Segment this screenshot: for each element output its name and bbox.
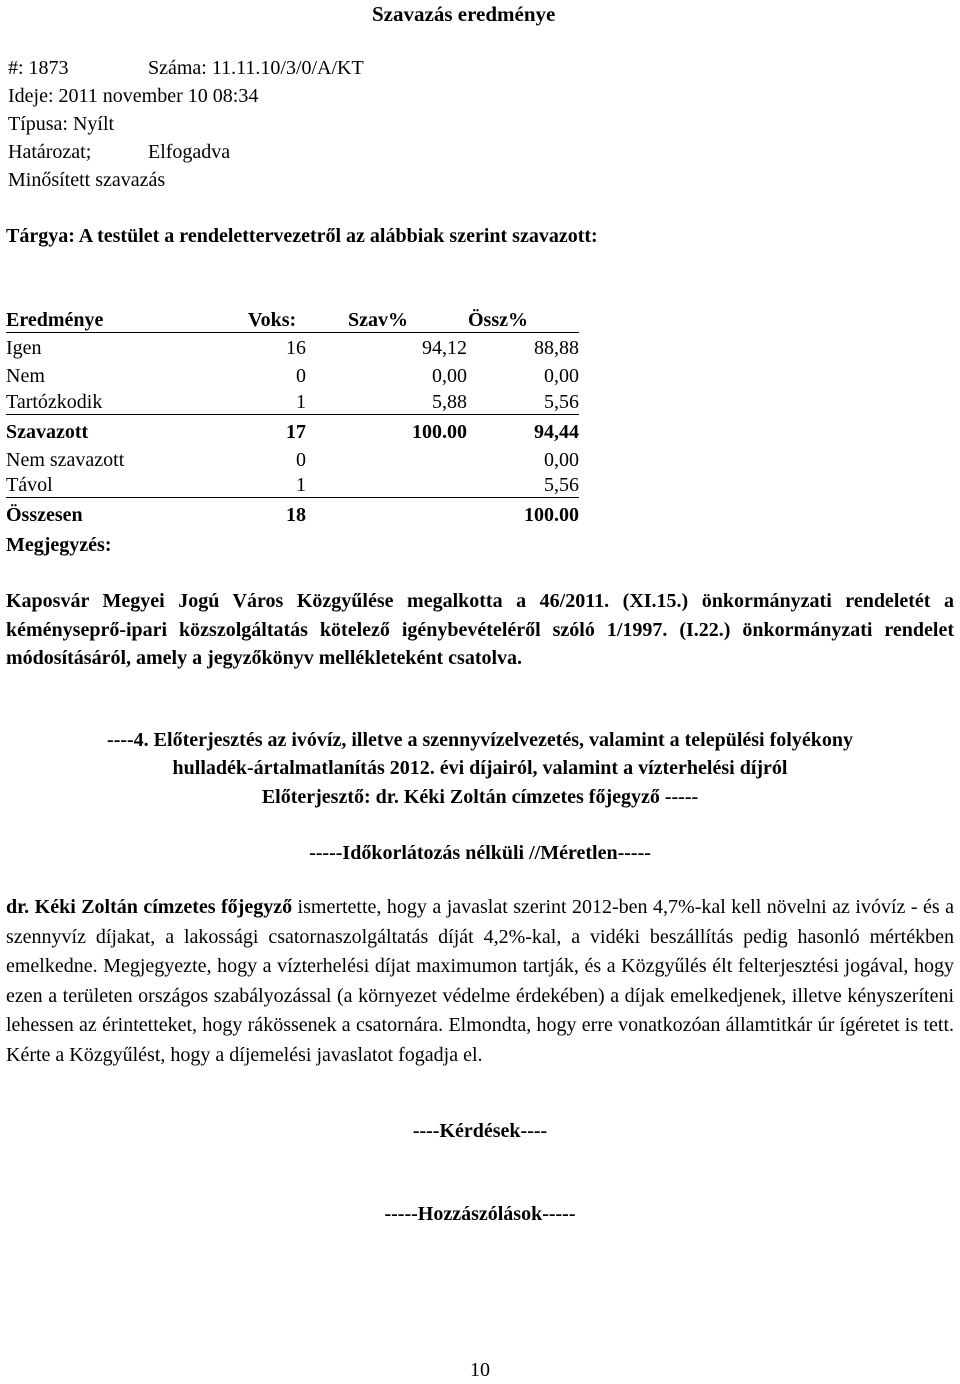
col-header-result: Eredménye (6, 309, 104, 331)
qualified-vote: Minősített szavazás (8, 169, 166, 191)
row-votes: 1 (296, 474, 306, 496)
row-label: Nem (6, 365, 45, 387)
row-label: Távol (6, 474, 53, 496)
time-limit-line: -----Időkorlátozás nélküli //Méretlen----- (309, 842, 651, 864)
decision-value: Elfogadva (148, 141, 231, 163)
row-vote-percent: 5,88 (432, 391, 467, 413)
presenter-line: Előterjesztő: dr. Kéki Zoltán címzetes főjegyző ----- (261, 786, 699, 808)
col-header-total-percent: Össz% (468, 309, 528, 331)
row-votes: 0 (296, 449, 306, 471)
table-row (6, 450, 579, 472)
row-votes: 0 (296, 365, 306, 387)
row-vote-percent: 94,12 (422, 337, 467, 359)
table-row (6, 366, 579, 388)
results-header-row (6, 310, 579, 333)
page-number: 10 (470, 1359, 490, 1381)
speech-paragraph (6, 893, 954, 1070)
row-votes: 17 (286, 421, 306, 443)
speaker-name: dr. Kéki Zoltán címzetes főjegyző (6, 896, 293, 918)
col-header-votes: Voks: (248, 309, 297, 331)
row-total-percent: 5,56 (544, 474, 579, 496)
row-label: Tartózkodik (6, 391, 103, 413)
table-row (6, 338, 579, 360)
row-votes: 1 (296, 391, 306, 413)
row-label: Nem szavazott (6, 449, 125, 471)
vote-id: #: 1873 (8, 57, 69, 79)
row-total-percent: 94,44 (534, 421, 579, 443)
vote-number: Száma: 11.11.10/3/0/A/KT (148, 57, 364, 79)
row-vote-percent: 100.00 (412, 421, 467, 443)
comments-heading: -----Hozzászólások----- (384, 1203, 576, 1225)
row-votes: 16 (286, 337, 306, 359)
decision-label: Határozat; (8, 141, 92, 163)
table-row (6, 422, 579, 444)
agenda-line-1: ----4. Előterjesztés az ivóvíz, illetve a szennyvízelvezetés, valamint a települési folyékony (107, 729, 853, 751)
row-label: Összesen (6, 504, 83, 526)
row-total-sum: 100.00 (524, 504, 579, 526)
vote-type: Típusa: Nyílt (8, 113, 115, 135)
row-label: Igen (6, 337, 42, 359)
page-title: Szavazás eredménye (372, 2, 556, 26)
subject-line: Tárgya: A testület a rendelettervezetről az alábbiak szerint szavazott: (6, 225, 598, 247)
row-vote-percent: 0,00 (432, 365, 467, 387)
col-header-vote-percent: Szav% (348, 309, 408, 331)
agenda-line-2: hulladék-ártalmatlanítás 2012. évi díjairól, valamint a vízterhelési díjról (172, 757, 788, 779)
row-total-percent: 5,56 (544, 391, 579, 413)
table-row (6, 505, 579, 527)
row-total-percent: 0,00 (544, 449, 579, 471)
table-row (6, 392, 579, 415)
vote-time: Ideje: 2011 november 10 08:34 (8, 85, 259, 107)
row-votes: 18 (286, 504, 306, 526)
row-total-percent: 0,00 (544, 365, 579, 387)
questions-heading: ----Kérdések---- (412, 1120, 548, 1142)
row-total-percent: 88,88 (534, 337, 579, 359)
speech-text: ismertette, hogy a javaslat szerint 2012-ben 4,7%-kal kell növelni az ivóvíz - és a szennyvíz díjakat, a lakossági csatornaszolgáltatás díját 4,2%-kal, a vidéki beszállítás pedig hasonló mértékben emelkedne. Megjegyezte, hogy a vízterhelési díjat maximumon tartják, és a Közgyűlés élt felterjesztési jogával, hogy ezen a területen országos szabályozással (a környezet védelme érdekében) a díjak emelkedjenek, illetve kényszeríteni lehessen az érintetteket, hogy rákössenek a csatornára. Elmondta, hogy erre vonatkozóan államtitkár úr ígéretet is tett. Kérte a Közgyűlést, hogy a díjemelési javaslatot fogadja el. (6, 896, 954, 1066)
note-label: Megjegyzés: (6, 534, 112, 556)
row-label: Szavazott (6, 421, 89, 443)
table-row (6, 475, 579, 498)
decision-text: Kaposvár Megyei Jogú Város Közgyűlése megalkotta a 46/2011. (XI.15.) önkormányzati rendeletét a kéményseprő-ipari közszolgáltatás kötelező igénybevételéről szóló 1/1997. (I.22.) önkormányzati rendelet módosításáról, amely a jegyzőkönyv mellékleteként csatolva. (6, 590, 954, 669)
